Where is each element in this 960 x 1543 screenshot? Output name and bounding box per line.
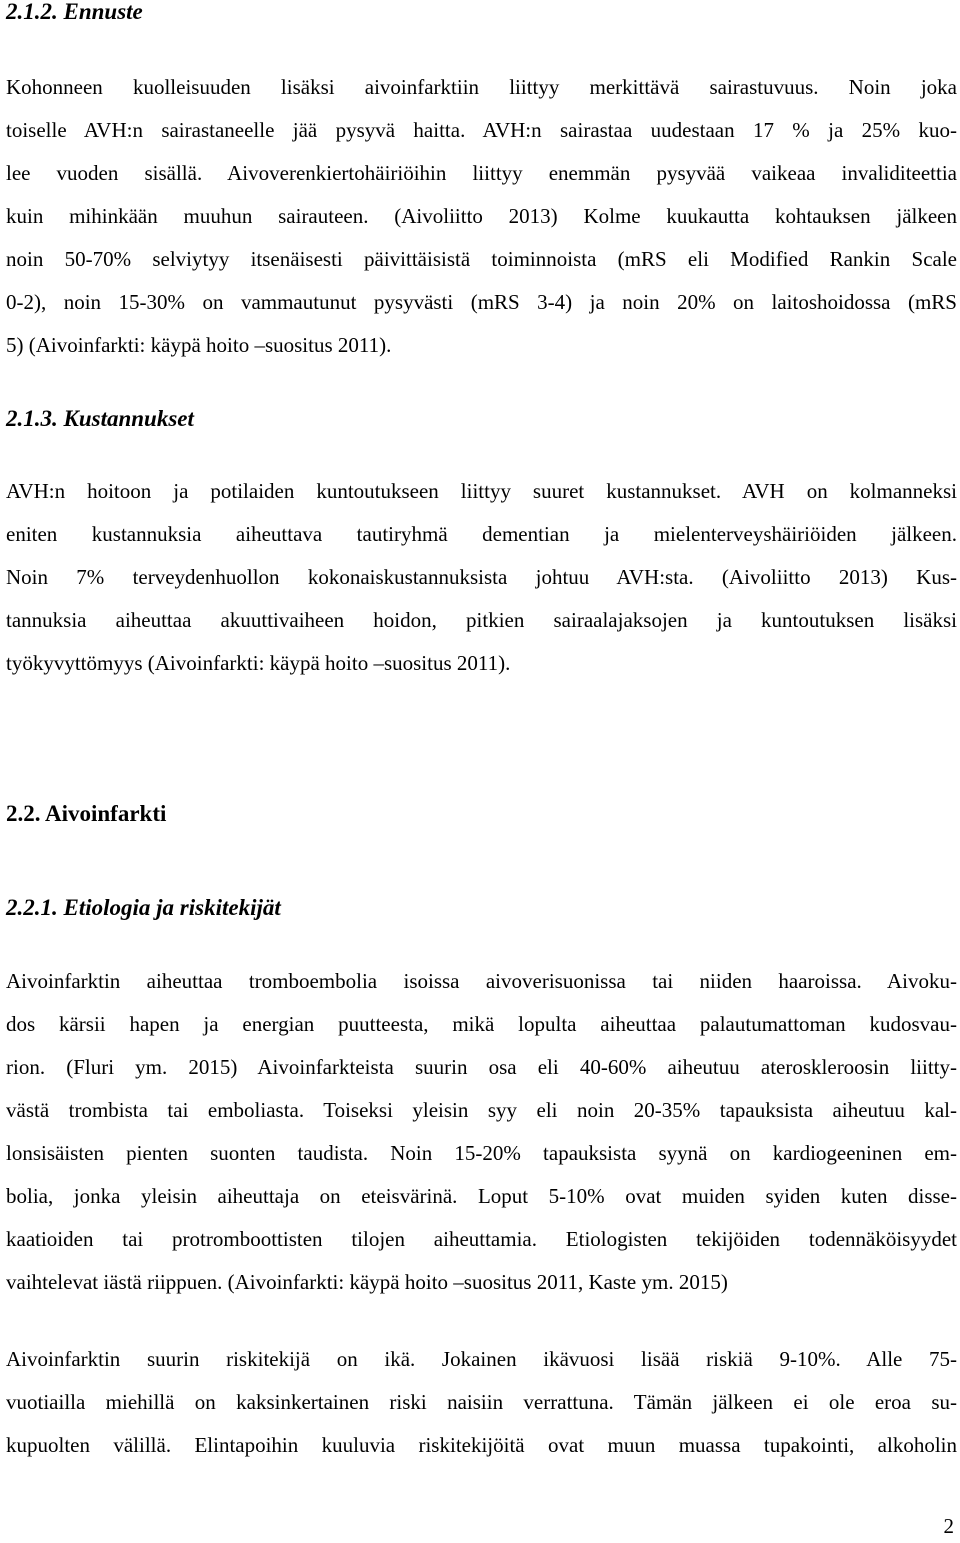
section-heading-ennuste: 2.1.2. Ennuste [6,0,143,24]
text-line: kaatioiden tai protromboottisten tilojen aiheuttamia. Etiologisten tekijöiden todennäköisyydet [6,1227,957,1251]
text-line: noin 50-70% selviytyy itsenäisesti päivittäisistä toiminnoista (mRS eli Modified Rankin Scale [6,247,957,271]
text-line: bolia, jonka yleisin aiheuttaja on eteisvärinä. Loput 5-10% ovat muiden syiden kuten disse- [6,1184,957,1208]
paragraph-etiologia-2 [6,1338,957,1467]
paragraph-ennuste [6,66,957,367]
section-heading-aivoinfarkti: 2.2. Aivoinfarkti [6,801,167,826]
section-heading-etiologia: 2.2.1. Etiologia ja riskitekijät [6,895,281,920]
text-line: toiselle AVH:n sairastaneelle jää pysyvä haitta. AVH:n sairastaa uudestaan 17 % ja 25% kuo- [6,118,957,142]
text-line: rion. (Fluri ym. 2015) Aivoinfarkteista suurin osa eli 40-60% aiheutuu ateroskleroosin liitty- [6,1055,957,1079]
text-line: kupuolten välillä. Elintapoihin kuuluvia riskitekijöitä ovat muun muassa tupakointi, alkoholin [6,1433,957,1457]
text-line: Aivoinfarktin aiheuttaa tromboembolia isoissa aivoverisuonissa tai niiden haaroissa. Aivoku- [6,969,957,993]
text-line: kuin mihinkään muuhun sairauteen. (Aivoliitto 2013) Kolme kuukautta kohtauksen jälkeen [6,204,957,228]
text-line: 0-2), noin 15-30% on vammautunut pysyvästi (mRS 3-4) ja noin 20% on laitoshoidossa (mRS [6,290,957,314]
page-number: 2 [943,1514,954,1538]
text-line: dos kärsii hapen ja energian puutteesta, mikä lopulta aiheuttaa palautumattoman kudosvau- [6,1012,957,1036]
text-line: eniten kustannuksia aiheuttava tautiryhmä dementian ja mielenterveyshäiriöiden jälkeen. [6,522,957,546]
text-line: vuotiailla miehillä on kaksinkertainen riski naisiin verrattuna. Tämän jälkeen ei ole eroa su- [6,1390,957,1414]
section-heading-kustannukset: 2.1.3. Kustannukset [6,406,194,431]
paragraph-etiologia-1 [6,960,957,1304]
text-line: AVH:n hoitoon ja potilaiden kuntoutukseen liittyy suuret kustannukset. AVH on kolmanneksi [6,479,957,503]
text-line: lonsisäisten pienten suonten taudista. Noin 15-20% tapauksista syynä on kardiogeeninen em- [6,1141,957,1165]
text-line: Aivoinfarktin suurin riskitekijä on ikä. Jokainen ikävuosi lisää riskiä 9-10%. Alle 75- [6,1347,957,1371]
text-line: lee vuoden sisällä. Aivoverenkiertohäiriöihin liittyy enemmän pysyvää vaikeaa invaliditeettia [6,161,957,185]
text-line: Kohonneen kuolleisuuden lisäksi aivoinfarktiin liittyy merkittävä sairastuvuus. Noin joka [6,75,957,99]
text-line: tannuksia aiheuttaa akuuttivaiheen hoidon, pitkien sairaalajaksojen ja kuntoutuksen lisäksi [6,608,957,632]
text-line: västä trombista tai emboliasta. Toiseksi yleisin syy eli noin 20-35% tapauksista aiheutuu kal- [6,1098,957,1122]
text-line: Noin 7% terveydenhuollon kokonaiskustannuksista johtuu AVH:sta. (Aivoliitto 2013) Kus- [6,565,957,589]
text-line: 5) (Aivoinfarkti: käypä hoito –suositus 2011). [6,333,392,357]
text-line: työkyvyttömyys (Aivoinfarkti: käypä hoito –suositus 2011). [6,651,511,675]
text-line: vaihtelevat iästä riippuen. (Aivoinfarkti: käypä hoito –suositus 2011, Kaste ym. 2015) [6,1270,728,1294]
paragraph-kustannukset [6,470,957,685]
